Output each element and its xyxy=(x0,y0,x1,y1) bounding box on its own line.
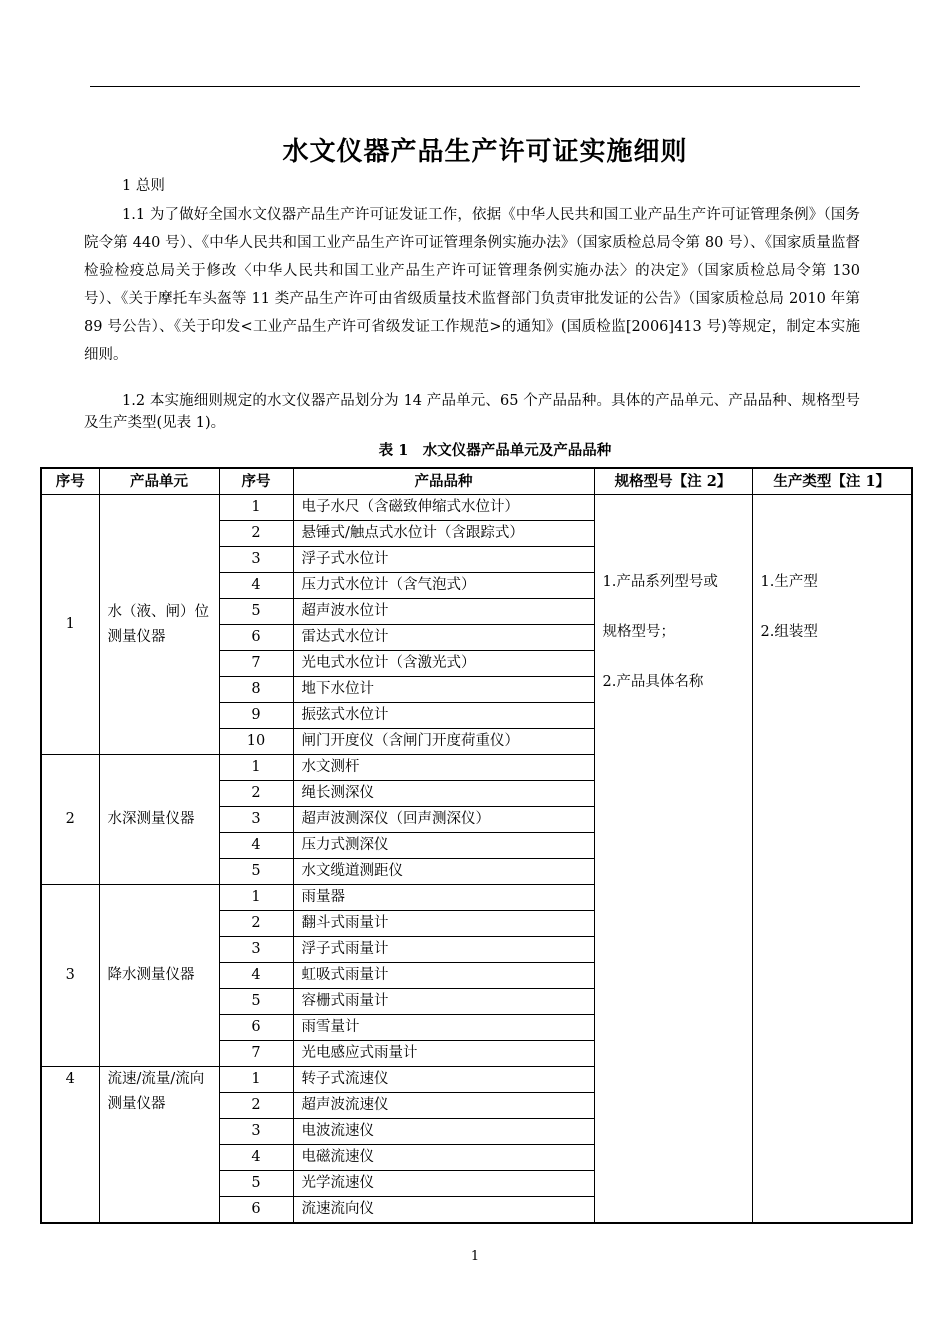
item-number: 4 xyxy=(219,963,293,989)
section-heading: 1 总则 xyxy=(122,178,165,194)
item-number: 5 xyxy=(219,859,293,885)
product-table xyxy=(40,467,913,1224)
item-number: 10 xyxy=(219,729,293,755)
item-number: 3 xyxy=(219,547,293,573)
table-header-row xyxy=(41,468,912,495)
item-number: 4 xyxy=(219,833,293,859)
unit-name: 降水测量仪器 xyxy=(99,885,219,1067)
item-name: 超声波测深仪（回声测深仪） xyxy=(293,807,594,833)
item-name: 地下水位计 xyxy=(293,677,594,703)
spec-line: 1.产品系列型号或 xyxy=(602,574,718,590)
table-caption: 表 1 水文仪器产品单元及产品品种 xyxy=(378,442,612,459)
header-unit-no: 序号 xyxy=(41,468,99,495)
unit-name: 水深测量仪器 xyxy=(99,755,219,885)
spec-cell xyxy=(594,495,752,1224)
item-name: 容栅式雨量计 xyxy=(293,989,594,1015)
item-name: 虹吸式雨量计 xyxy=(293,963,594,989)
unit-name: 流速/流量/流向测量仪器 xyxy=(99,1067,219,1224)
header-spec: 规格型号【注 2】 xyxy=(594,468,752,495)
item-number: 7 xyxy=(219,1041,293,1067)
unit-name: 水（液、闸）位测量仪器 xyxy=(99,495,219,755)
item-number: 6 xyxy=(219,1015,293,1041)
item-name: 闸门开度仪（含闸门开度荷重仪） xyxy=(293,729,594,755)
item-name: 超声波流速仪 xyxy=(293,1093,594,1119)
item-name: 光电感应式雨量计 xyxy=(293,1041,594,1067)
page-title: 水文仪器产品生产许可证实施细则 xyxy=(282,137,688,167)
item-number: 5 xyxy=(219,599,293,625)
item-name: 翻斗式雨量计 xyxy=(293,911,594,937)
item-name: 浮子式水位计 xyxy=(293,547,594,573)
item-number: 4 xyxy=(219,573,293,599)
item-name: 超声波水位计 xyxy=(293,599,594,625)
item-number: 2 xyxy=(219,781,293,807)
header-unit-name: 产品单元 xyxy=(99,468,219,495)
item-number: 7 xyxy=(219,651,293,677)
item-number: 3 xyxy=(219,937,293,963)
item-name: 水文缆道测距仪 xyxy=(293,859,594,885)
item-number: 3 xyxy=(219,1119,293,1145)
item-name: 转子式流速仪 xyxy=(293,1067,594,1093)
unit-number: 4 xyxy=(41,1067,99,1224)
item-number: 6 xyxy=(219,625,293,651)
item-number: 2 xyxy=(219,521,293,547)
item-number: 2 xyxy=(219,911,293,937)
item-name: 电子水尺（含磁致伸缩式水位计） xyxy=(293,495,594,521)
item-name: 光电式水位计（含激光式） xyxy=(293,651,594,677)
header-item-name: 产品品种 xyxy=(293,468,594,495)
item-number: 1 xyxy=(219,1067,293,1093)
type-line: 1.生产型 xyxy=(760,574,818,590)
item-name: 雨雪量计 xyxy=(293,1015,594,1041)
paragraph-1: 1.1 为了做好全国水文仪器产品生产许可证发证工作，依据《中华人民共和国工业产品生产许可证管理条例》（国务院令第 440 号）、《中华人民共和国工业产品生产许可证管理条例实施办法》（国家质检总局令第 80 号）、《国家质量监督检验检疫总局关于修改〈中华人民共和国工业产品生产许可证管理条例实施办法〉的决定》（国家质检总局令第 130 号）、《关于摩托车头盔等 11 类产品生产许可由省级质量技术监督部门负责审批发证的公告》（国家质检总局 2010 年第 89 号公告）、《关于印发<工业产品生产许可省级发证工作规范>的通知》(国质检监[2006]413 号)等规定，制定本实施细则。 xyxy=(84,207,860,363)
item-name: 绳长测深仪 xyxy=(293,781,594,807)
table-row xyxy=(41,495,912,521)
item-number: 2 xyxy=(219,1093,293,1119)
item-name: 流速流向仪 xyxy=(293,1197,594,1224)
item-number: 1 xyxy=(219,885,293,911)
item-number: 3 xyxy=(219,807,293,833)
item-number: 8 xyxy=(219,677,293,703)
item-number: 9 xyxy=(219,703,293,729)
paragraph-2: 1.2 本实施细则规定的水文仪器产品划分为 14 产品单元、65 个产品品种。具体的产品单元、产品品种、规格型号及生产类型(见表 1)。 xyxy=(84,393,860,431)
spec-line: 规格型号； xyxy=(602,624,675,640)
unit-number: 3 xyxy=(41,885,99,1067)
item-name: 电磁流速仪 xyxy=(293,1145,594,1171)
page-number: 1 xyxy=(470,1249,480,1264)
item-name: 振弦式水位计 xyxy=(293,703,594,729)
item-name: 浮子式雨量计 xyxy=(293,937,594,963)
header-rule xyxy=(90,86,860,87)
item-name: 雨量器 xyxy=(293,885,594,911)
item-number: 1 xyxy=(219,755,293,781)
unit-number: 2 xyxy=(41,755,99,885)
item-number: 5 xyxy=(219,989,293,1015)
item-number: 5 xyxy=(219,1171,293,1197)
header-type: 生产类型【注 1】 xyxy=(752,468,912,495)
unit-number: 1 xyxy=(41,495,99,755)
item-number: 6 xyxy=(219,1197,293,1224)
item-name: 雷达式水位计 xyxy=(293,625,594,651)
type-cell xyxy=(752,495,912,1224)
item-name: 电波流速仪 xyxy=(293,1119,594,1145)
item-name: 压力式水位计（含气泡式） xyxy=(293,573,594,599)
spec-line: 2.产品具体名称 xyxy=(602,674,704,690)
type-line: 2.组装型 xyxy=(760,624,818,640)
item-name: 压力式测深仪 xyxy=(293,833,594,859)
header-item-no: 序号 xyxy=(219,468,293,495)
item-name: 光学流速仪 xyxy=(293,1171,594,1197)
item-name: 悬锤式/触点式水位计（含跟踪式） xyxy=(293,521,594,547)
item-name: 水文测杆 xyxy=(293,755,594,781)
item-number: 1 xyxy=(219,495,293,521)
item-number: 4 xyxy=(219,1145,293,1171)
